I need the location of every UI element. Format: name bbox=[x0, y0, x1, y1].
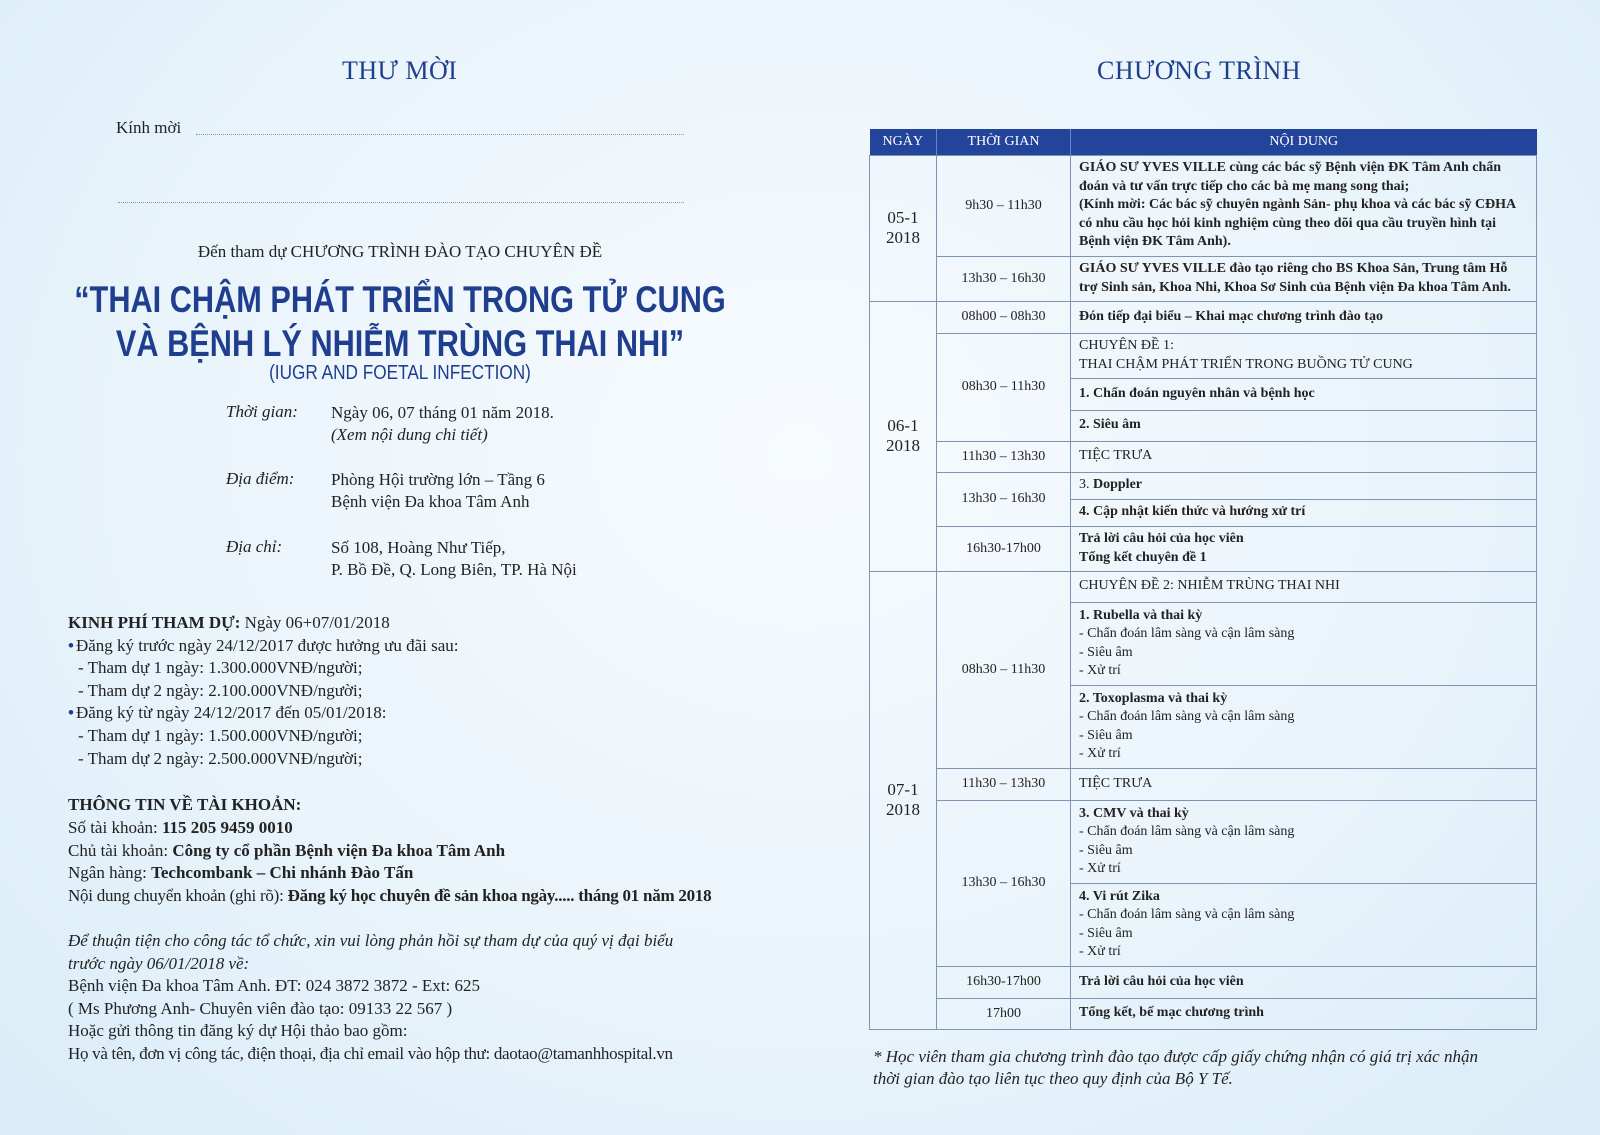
fee-early-1day: - Tham dự 1 ngày: 1.300.000VNĐ/người; bbox=[78, 658, 363, 678]
sub-item: - Chẩn đoán lâm sàng và cận lâm sàng bbox=[1079, 626, 1295, 641]
content-cell bbox=[1071, 333, 1537, 378]
table-row bbox=[870, 998, 1537, 1029]
fee-label: KINH PHÍ THAM DỰ: bbox=[68, 613, 241, 632]
topic-title: THAI CHẬM PHÁT TRIỂN TRONG BUỒNG TỬ CUNG bbox=[1079, 356, 1413, 372]
bank-label: Ngân hàng: bbox=[68, 863, 152, 883]
fee-early: Đăng ký trước ngày 24/12/2017 được hưởng ưu đãi sau: bbox=[75, 635, 459, 655]
fee-section bbox=[68, 612, 458, 770]
item-title: Doppler bbox=[1093, 477, 1142, 493]
table-row bbox=[870, 472, 1537, 499]
invitation-intro: Đến tham dự CHƯƠNG TRÌNH ĐÀO TẠO CHUYÊN ĐỀ bbox=[197, 242, 603, 261]
footnote-line1: * Học viên tham gia chương trình đào tạo được cấp giấy chứng nhận có giá trị xác nhận bbox=[873, 1047, 1478, 1066]
time-cell: 13h30 – 16h30 bbox=[937, 256, 1071, 301]
account-owner: Công ty cổ phần Bệnh viện Đa khoa Tâm Anh bbox=[172, 840, 506, 860]
content-cell: 4. Cập nhật kiến thức và hướng xử trí bbox=[1071, 499, 1537, 526]
day-cell bbox=[870, 301, 937, 571]
day-year: 2018 bbox=[886, 436, 920, 455]
fee-late-2day: - Tham dự 2 ngày: 2.500.000VNĐ/người; bbox=[78, 748, 363, 768]
content-cell bbox=[1071, 155, 1537, 256]
table-row bbox=[870, 441, 1537, 472]
kinh-moi-label: Kính mời bbox=[116, 118, 182, 137]
bank-name: Techcombank – Chi nhánh Đào Tấn bbox=[151, 863, 414, 883]
table-row bbox=[870, 526, 1537, 571]
day-date: 07-1 bbox=[887, 780, 919, 799]
fee-late: Đăng ký từ ngày 24/12/2017 đến 05/01/2018: bbox=[75, 703, 387, 723]
account-number-label: Số tài khoản: bbox=[68, 817, 162, 837]
table-row bbox=[870, 800, 1537, 883]
fee-dates: Ngày 06+07/01/2018 bbox=[240, 613, 390, 632]
sub-item: - Siêu âm bbox=[1079, 842, 1133, 858]
time-cell: 17h00 bbox=[937, 998, 1071, 1029]
place-value bbox=[331, 469, 545, 513]
account-section bbox=[68, 794, 711, 908]
item-title: 2. Toxoplasma và thai kỳ bbox=[1079, 690, 1228, 706]
table-header-row bbox=[870, 129, 1537, 155]
content-cell: TIỆC TRƯA bbox=[1071, 441, 1537, 472]
sub-item: - Xử trí bbox=[1079, 746, 1121, 761]
time-date: Ngày 06, 07 tháng 01 năm 2018. bbox=[331, 403, 554, 422]
time-cell: 9h30 – 11h30 bbox=[937, 155, 1071, 256]
address-line1: Số 108, Hoàng Như Tiếp, bbox=[331, 538, 506, 557]
program-title: CHƯƠNG TRÌNH bbox=[1097, 56, 1302, 85]
invitee-dotted-line-2 bbox=[118, 202, 684, 203]
sub-item: - Siêu âm bbox=[1079, 644, 1133, 660]
time-value bbox=[331, 402, 554, 446]
day-date: 06-1 bbox=[887, 416, 919, 435]
table-row bbox=[870, 768, 1537, 800]
content-cell: GIÁO SƯ YVES VILLE đào tạo riêng cho BS Khoa Sản, Trung tâm Hỗ trợ Sinh sản, Khoa Nhi, Khoa Sơ Sinh của Bệnh viện Đa khoa Tâm Anh. bbox=[1071, 256, 1537, 301]
content-line: Tổng kết chuyên đề 1 bbox=[1079, 549, 1207, 565]
topic-label: CHUYÊN ĐỀ 1: bbox=[1079, 338, 1174, 353]
fee-early-2day: - Tham dự 2 ngày: 2.100.000VNĐ/người; bbox=[78, 680, 363, 700]
content-note: (Kính mời: Các bác sỹ chuyên ngành Sản- phụ khoa và các bác sỹ CĐHA có nhu cầu học hỏi kinh nghiệm cùng theo dõi qua cầu truyền hình tại Bệnh viện ĐK Tâm Anh). bbox=[1079, 197, 1516, 250]
item-number: 3. bbox=[1079, 477, 1093, 493]
bullet-icon: • bbox=[68, 703, 74, 723]
time-note: (Xem nội dung chi tiết) bbox=[331, 425, 488, 444]
sub-item: - Xử trí bbox=[1079, 861, 1121, 876]
footnote-line2: thời gian đào tạo liên tục theo quy định của Bộ Y Tế. bbox=[873, 1069, 1233, 1088]
event-subtitle: (IUGR AND FOETAL INFECTION) bbox=[269, 362, 531, 384]
contact-note-line1: Để thuận tiện cho công tác tổ chức, xin vui lòng phản hồi sự tham dự của quý vị đại biểu bbox=[68, 931, 674, 950]
item-title: 4. Vi rút Zika bbox=[1079, 888, 1160, 904]
day-cell bbox=[870, 571, 937, 1029]
place-label: Địa điểm: bbox=[226, 469, 295, 488]
content-cell bbox=[1071, 685, 1537, 768]
time-cell: 08h00 – 08h30 bbox=[937, 301, 1071, 333]
bullet-icon: • bbox=[68, 635, 74, 655]
sub-item: - Xử trí bbox=[1079, 663, 1121, 678]
content-cell bbox=[1071, 602, 1537, 685]
sub-item: - Chẩn đoán lâm sàng và cận lâm sàng bbox=[1079, 824, 1295, 839]
event-title-line2: VÀ BỆNH LÝ NHIỄM TRÙNG THAI NHI” bbox=[115, 323, 685, 364]
item-title: 1. Rubella và thai kỳ bbox=[1079, 607, 1203, 623]
header-content: NỘI DUNG bbox=[1071, 129, 1537, 155]
content-cell bbox=[1071, 883, 1537, 966]
header-day: NGÀY bbox=[870, 129, 937, 155]
fee-late-1day: - Tham dự 1 ngày: 1.500.000VNĐ/người; bbox=[78, 725, 363, 745]
time-cell: 08h30 – 11h30 bbox=[937, 333, 1071, 441]
sub-item: - Chẩn đoán lâm sàng và cận lâm sàng bbox=[1079, 907, 1295, 922]
contact-email-line: Họ và tên, đơn vị công tác, điện thoại, địa chỉ email vào hộp thư: daotao@tamanhhospital.vn bbox=[68, 1043, 673, 1063]
table-row bbox=[870, 301, 1537, 333]
content-cell bbox=[1071, 526, 1537, 571]
content-cell: Đón tiếp đại biểu – Khai mạc chương trình đào tạo bbox=[1071, 301, 1537, 333]
content-cell: CHUYÊN ĐỀ 2: NHIỄM TRÙNG THAI NHI bbox=[1071, 571, 1537, 602]
sub-item: - Siêu âm bbox=[1079, 727, 1133, 743]
content-cell: 1. Chẩn đoán nguyên nhân và bệnh học bbox=[1071, 378, 1537, 410]
contact-person: ( Ms Phương Anh- Chuyên viên đào tạo: 09133 22 567 ) bbox=[68, 998, 453, 1018]
address-line2: P. Bồ Đề, Q. Long Biên, TP. Hà Nội bbox=[331, 560, 577, 579]
sub-item: - Siêu âm bbox=[1079, 925, 1133, 941]
contact-section bbox=[68, 930, 673, 1066]
table-row bbox=[870, 333, 1537, 378]
transfer-content: Đăng ký học chuyên đề sản khoa ngày..... tháng 01 năm 2018 bbox=[287, 886, 712, 906]
footnote bbox=[873, 1046, 1478, 1090]
account-heading: THÔNG TIN VỀ TÀI KHOẢN: bbox=[68, 795, 302, 814]
transfer-content-label: Nội dung chuyển khoản (ghi rõ): bbox=[68, 886, 288, 906]
table-row bbox=[870, 571, 1537, 602]
contact-hospital: Bệnh viện Đa khoa Tâm Anh. ĐT: 024 3872 3872 - Ext: 625 bbox=[68, 976, 480, 996]
time-cell: 11h30 – 13h30 bbox=[937, 441, 1071, 472]
item-title: 3. CMV và thai kỳ bbox=[1079, 805, 1189, 821]
event-title-line1: “THAI CHẬM PHÁT TRIỂN TRONG TỬ CUNG bbox=[74, 279, 726, 320]
content-cell bbox=[1071, 472, 1537, 499]
account-owner-label: Chủ tài khoản: bbox=[68, 840, 173, 860]
program-table bbox=[869, 129, 1537, 1030]
time-cell: 13h30 – 16h30 bbox=[937, 800, 1071, 966]
invitee-dotted-line bbox=[196, 134, 684, 135]
content-text: GIÁO SƯ YVES VILLE cùng các bác sỹ Bệnh viện ĐK Tâm Anh chẩn đoán và tư vấn trực tiếp cho các bà mẹ mang song thai; bbox=[1079, 160, 1502, 194]
table-row bbox=[870, 966, 1537, 998]
content-line: Trả lời câu hỏi của học viên bbox=[1079, 531, 1244, 546]
content-cell: Tổng kết, bế mạc chương trình bbox=[1071, 998, 1537, 1029]
time-cell: 16h30-17h00 bbox=[937, 966, 1071, 998]
table-row bbox=[870, 256, 1537, 301]
day-date: 05-1 bbox=[887, 208, 919, 227]
day-year: 2018 bbox=[886, 228, 920, 247]
sub-item: - Xử trí bbox=[1079, 944, 1121, 959]
address-value bbox=[331, 537, 577, 581]
day-cell bbox=[870, 155, 937, 301]
time-cell: 11h30 – 13h30 bbox=[937, 768, 1071, 800]
contact-register: Hoặc gửi thông tin đăng ký dự Hội thảo bao gồm: bbox=[68, 1021, 408, 1041]
time-cell: 08h30 – 11h30 bbox=[937, 571, 1071, 768]
address-label: Địa chỉ: bbox=[226, 537, 283, 556]
content-cell: 2. Siêu âm bbox=[1071, 410, 1537, 441]
content-cell: TIỆC TRƯA bbox=[1071, 768, 1537, 800]
table-row bbox=[870, 155, 1537, 256]
content-cell: Trả lời câu hỏi của học viên bbox=[1071, 966, 1537, 998]
sub-item: - Chẩn đoán lâm sàng và cận lâm sàng bbox=[1079, 709, 1295, 724]
header-time: THỜI GIAN bbox=[937, 129, 1071, 155]
time-cell: 16h30-17h00 bbox=[937, 526, 1071, 571]
content-cell bbox=[1071, 800, 1537, 883]
place-line2: Bệnh viện Đa khoa Tâm Anh bbox=[331, 492, 530, 511]
time-cell: 13h30 – 16h30 bbox=[937, 472, 1071, 526]
contact-note-line2: trước ngày 06/01/2018 về: bbox=[68, 953, 250, 973]
place-line1: Phòng Hội trường lớn – Tầng 6 bbox=[331, 470, 545, 489]
time-label: Thời gian: bbox=[226, 402, 298, 421]
day-year: 2018 bbox=[886, 800, 920, 819]
invitation-title: THƯ MỜI bbox=[342, 56, 458, 85]
account-number: 115 205 9459 0010 bbox=[161, 817, 293, 837]
